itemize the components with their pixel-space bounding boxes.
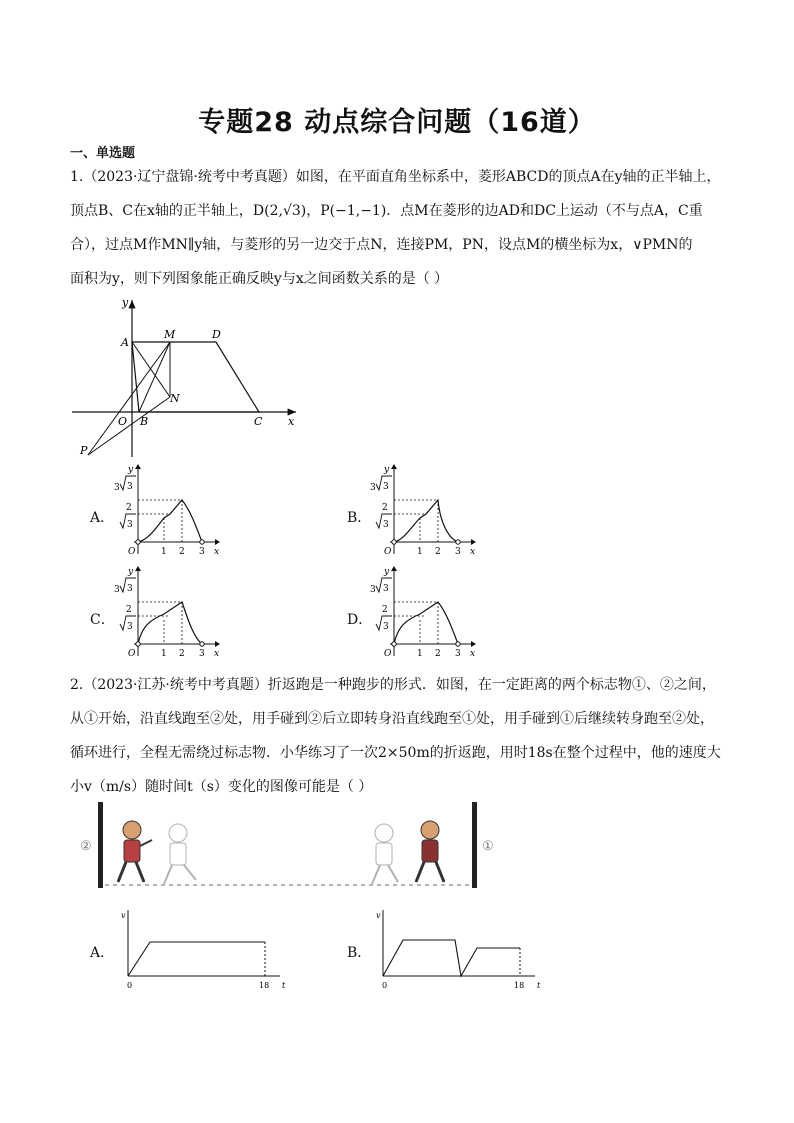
open-point [200, 642, 204, 646]
label-p: P [80, 444, 88, 457]
tick-label-1: 1 [417, 547, 423, 557]
axis-label-t: t [537, 981, 541, 990]
origin-label: O [128, 547, 136, 557]
marker-label-right: ① [482, 839, 494, 854]
tick-label-18: 18 [514, 981, 525, 990]
x-arrow-icon [471, 641, 476, 647]
label-two: 2 [126, 503, 132, 513]
q1-line: 1.（2023·辽宁盘锦·统考中考真题）如图，在平面直角坐标系中，菱形ABCD的顶点A在y轴的正半轴上， [70, 169, 721, 185]
q2-line: 2.（2023·江苏·统考中考真题）折返跑是一种跑步的形式．如图，在一定距离的两个标志物①、②之间， [70, 677, 716, 693]
label-b: B [140, 415, 149, 428]
origin-label: O [384, 547, 392, 557]
function-curve [394, 602, 458, 644]
label-sqrt3-upper-value: 3 [383, 482, 389, 492]
label-m: M [164, 328, 176, 341]
origin-label: O [128, 649, 136, 659]
tick-label-0: 0 [382, 981, 388, 990]
label-o: O [118, 415, 128, 428]
q2-line: 从①开始，沿直线跑至②处，用手碰到②后立即转身沿直线跑至①处，用手碰到①后继续转身跑至②处， [70, 711, 714, 727]
tick-label-3: 3 [199, 547, 205, 557]
q2-option-a-label[interactable]: A． [90, 945, 115, 961]
open-point [456, 540, 460, 544]
open-point [136, 540, 140, 544]
label-sqrt3-lower-value: 3 [383, 622, 389, 632]
marker-post-left [98, 802, 103, 888]
tick-label-3: 3 [199, 649, 205, 659]
label-two: 2 [126, 605, 132, 615]
runner-figure-icon [118, 821, 152, 882]
q1-option-d-label[interactable]: D． [347, 612, 373, 628]
open-point [392, 540, 396, 544]
axis-label-x: x [214, 547, 220, 557]
label-sqrt3-upper: 3 [370, 483, 376, 493]
axis-label-t: t [282, 981, 286, 990]
q2-line: 循环进行，全程无需绕过标志物．小华练习了一次2×50m的折返跑，用时18s在整个过程中，他的速度大 [70, 745, 721, 761]
section-heading: 一、单选题 [70, 146, 136, 161]
label-sqrt3-lower-value: 3 [383, 520, 389, 530]
axis-label-v: v [376, 911, 381, 920]
function-curve [394, 500, 458, 542]
function-curve [138, 602, 202, 644]
tick-label-1: 1 [161, 649, 167, 659]
open-point [392, 642, 396, 646]
open-point [456, 642, 460, 646]
label-sqrt3-upper-value: 3 [127, 482, 133, 492]
rhombus-abcd [132, 342, 259, 412]
y-arrow-icon [391, 566, 397, 571]
open-point [200, 540, 204, 544]
tick-label-3: 3 [455, 547, 461, 557]
q1-option-d-graph[interactable] [368, 564, 478, 662]
label-sqrt3-upper: 3 [114, 585, 120, 595]
tick-label-0: 0 [127, 981, 133, 990]
label-two: 2 [382, 503, 388, 513]
label-d: D [212, 328, 221, 341]
runner-ghost-icon [164, 824, 196, 884]
label-sqrt3-lower-value: 3 [127, 622, 133, 632]
question-1-text [70, 160, 740, 296]
label-c: C [254, 415, 263, 428]
tick-label-2: 2 [179, 649, 185, 659]
marker-label-left: ② [80, 839, 92, 854]
x-arrow-icon [215, 641, 220, 647]
tick-label-1: 1 [161, 547, 167, 557]
axis-label-v: v [121, 911, 126, 920]
axis-label-x: x [470, 547, 476, 557]
page-title: 专题28 动点综合问题（16道） [198, 107, 596, 138]
q1-option-c-label[interactable]: C． [90, 612, 115, 628]
tick-label-2: 2 [435, 649, 441, 659]
q1-coordinate-figure [72, 292, 312, 464]
question-2-text [70, 668, 740, 804]
q1-option-b-graph[interactable] [368, 462, 478, 560]
label-sqrt3-upper-value: 3 [383, 584, 389, 594]
axis-label-y: y [128, 465, 134, 475]
tick-label-2: 2 [179, 547, 185, 557]
origin-label: O [384, 649, 392, 659]
axis-label-y: y [384, 465, 390, 475]
axis-label-x: x [470, 649, 476, 659]
q2-option-a-graph[interactable] [120, 904, 290, 994]
label-sqrt3-upper: 3 [370, 585, 376, 595]
tick-label-2: 2 [435, 547, 441, 557]
label-sqrt3-lower-value: 3 [127, 520, 133, 530]
open-point [136, 642, 140, 646]
y-arrow-icon [135, 566, 141, 571]
q1-line: 顶点B、C在x轴的正半轴上，D(2,√3)，P(−1,−1)．点M在菱形的边AD和DC上运动（不与点A，C重 [70, 203, 703, 219]
label-two: 2 [382, 605, 388, 615]
x-arrow-icon [471, 539, 476, 545]
q1-option-a-label[interactable]: A． [90, 510, 115, 526]
label-sqrt3-upper-value: 3 [127, 584, 133, 594]
runner-ghost-icon [372, 824, 398, 884]
q1-option-a-graph[interactable] [112, 462, 222, 560]
q2-line: 小v（m/s）随时间t（s）变化的图像可能是（ ） [70, 779, 373, 795]
runner-figure-icon [416, 821, 444, 882]
y-arrow-icon [135, 464, 141, 469]
marker-post-right [472, 802, 477, 888]
q1-option-b-label[interactable]: B． [347, 510, 372, 526]
axis-label-y: y [128, 567, 134, 577]
function-curve [138, 500, 202, 542]
segment-pm [88, 342, 170, 455]
tick-label-18: 18 [259, 981, 270, 990]
label-y: y [122, 296, 129, 309]
q2-option-b-label[interactable]: B． [347, 945, 372, 961]
q1-line: 合），过点M作MN∥y轴，与菱形的另一边交于点N，连接PM，PN，设点M的横坐标为x，∨PMN的 [70, 237, 693, 253]
axis-label-x: x [214, 649, 220, 659]
q1-line: 面积为y，则下列图象能正确反映y与x之间函数关系的是（ ） [70, 271, 449, 287]
label-sqrt3-upper: 3 [114, 483, 120, 493]
tick-label-3: 3 [455, 649, 461, 659]
segment-pn [88, 397, 170, 455]
x-arrow-icon [215, 539, 220, 545]
q2-option-b-graph[interactable] [375, 904, 545, 994]
tick-label-1: 1 [417, 649, 423, 659]
label-x: x [288, 415, 295, 428]
axis-label-y: y [384, 567, 390, 577]
label-a: A [121, 336, 129, 349]
q1-option-c-graph[interactable] [112, 564, 222, 662]
q2-shuttle-run-illustration [80, 800, 520, 895]
label-n: N [170, 392, 180, 405]
y-arrow-icon [391, 464, 397, 469]
